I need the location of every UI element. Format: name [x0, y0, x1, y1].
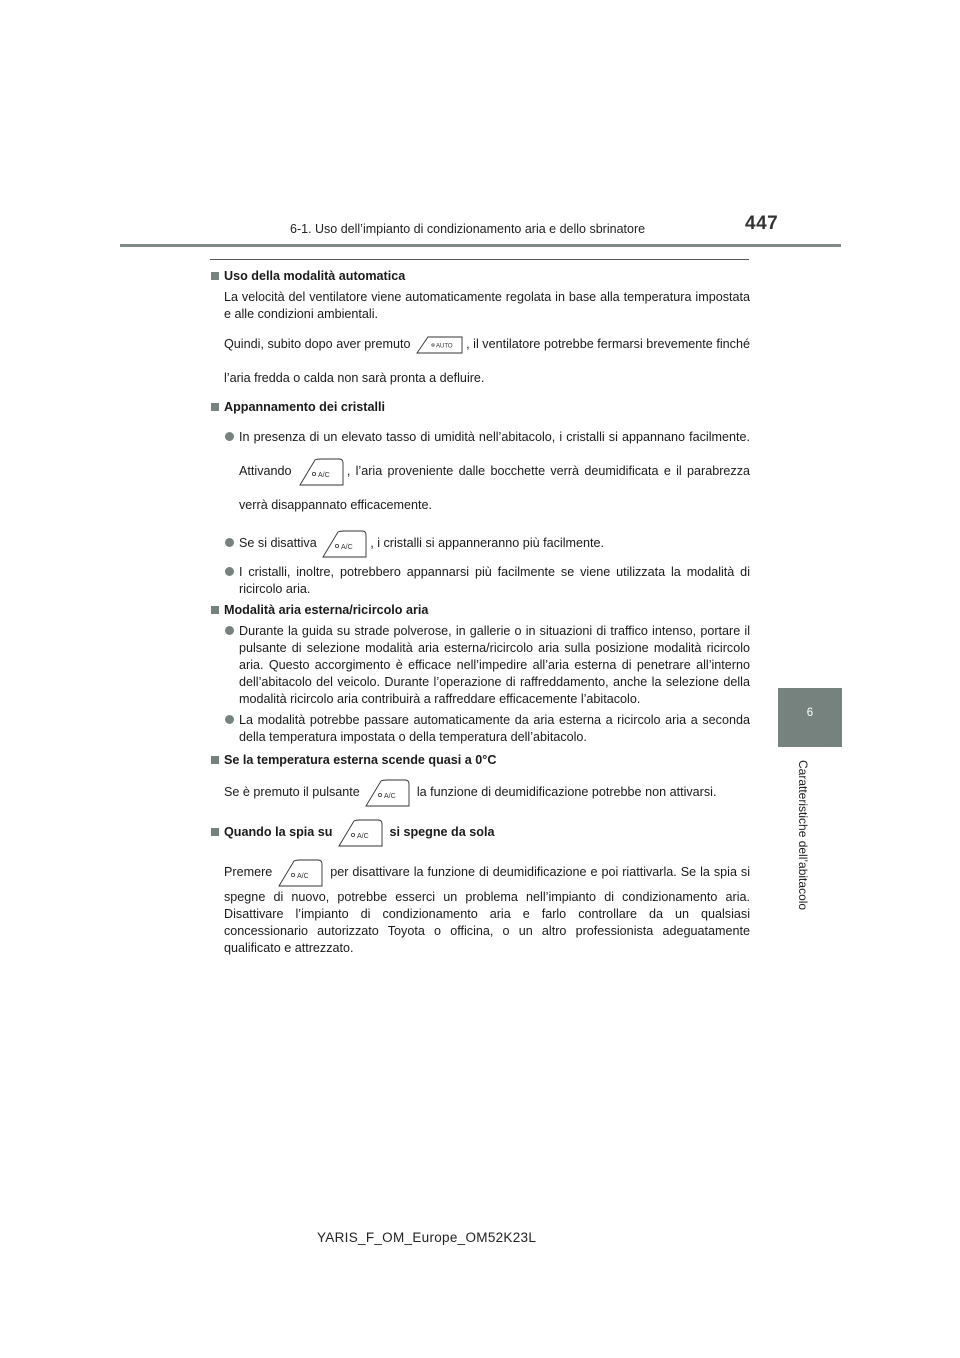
chapter-number: 6	[806, 707, 814, 719]
recirc-bullet-2	[210, 712, 750, 746]
recirc-bullet-1	[210, 623, 750, 708]
svg-text:AUTO: AUTO	[436, 343, 453, 350]
cold-paragraph	[210, 775, 750, 809]
recirc-bullet-1-text: Durante la guida su strade polverose, in gallerie o in situazioni di traffico intenso, portare il pulsante di selezione modalità aria esterna/ricircolo aria sulla posizione modalità ricircolo aria. Questo accorgimento è efficace nell’impedire all’aria esterna di penetrare all’interno dell’abitacolo del veicolo. Durante l’operazione di raffreddamento, anche la selezione della modalità ricircolo aria contribuirà a raffreddare efficacemente l’abitacolo.	[239, 624, 750, 706]
lamp-paragraph-start: Premere	[224, 865, 273, 879]
chapter-side-tab	[778, 688, 842, 747]
round-bullet-icon	[225, 538, 234, 547]
recirc-bullet-2-text: La modalità potrebbe passare automaticamente da aria esterna a ricircolo aria a seconda della temperatura impostata o della temperatura dell’abitacolo.	[239, 713, 750, 744]
svg-text:A/C: A/C	[356, 832, 369, 840]
fog-bullet-3-text: I cristalli, inoltre, potrebbero appannarsi più facilmente se viene utilizzata la modalità di ricircolo aria.	[239, 565, 750, 596]
footer-document-code: YARIS_F_OM_Europe_OM52K23L	[317, 1230, 537, 1245]
ac-button-icon	[299, 458, 345, 486]
svg-text:A/C: A/C	[341, 543, 353, 551]
square-bullet-icon	[211, 756, 219, 764]
cold-paragraph-start: Se è premuto il pulsante	[224, 785, 360, 799]
lamp-paragraph-end: per disattivare la funzione di deumidificazione e poi riattivarla. Se la spia si spegne di nuovo, potrebbe esserci un problema nell’impianto di condizionamento aria. Disattivare l’impianto di condizionamento aria e farlo controllare da un qualsiasi concessionario autorizzato Toyota o officina, o un altro professionista adeguatamente qualificato e attrezzato.	[224, 865, 751, 955]
fog-bullet-2	[210, 526, 750, 560]
section-heading-recirc-text: Modalità aria esterna/ricircolo aria	[224, 603, 429, 617]
svg-text:A/C: A/C	[384, 792, 396, 800]
fog-bullet-2-end: , i cristalli si appanneranno più facilmente.	[370, 536, 605, 550]
chapter-title-vertical: Caratteristiche dell’abitacolo	[796, 760, 810, 911]
ac-button-icon	[338, 819, 384, 847]
ac-button-icon	[278, 859, 324, 887]
section-heading-lamp	[210, 815, 750, 849]
section-heading-recirc	[210, 602, 750, 619]
ac-button-icon	[322, 530, 368, 558]
section-heading-lamp-end: si spegne da sola	[389, 825, 495, 839]
fog-bullet-2-start: Se si disattiva	[239, 536, 317, 550]
section-heading-lamp-start: Quando la spia su	[224, 825, 333, 839]
auto-paragraph-2-start: Quindi, subito dopo aver premuto	[224, 337, 411, 351]
header-rule	[120, 244, 841, 247]
square-bullet-icon	[211, 403, 219, 411]
round-bullet-icon	[225, 567, 234, 576]
page-number: 447	[745, 213, 779, 234]
fog-bullet-1	[210, 420, 750, 522]
auto-paragraph-1: La velocità del ventilatore viene automaticamente regolata in base alla temperatura impostata e alle condizioni ambientali.	[224, 290, 750, 321]
round-bullet-icon	[225, 715, 234, 724]
section-heading-cold-text: Se la temperatura esterna scende quasi a 0°C	[224, 753, 497, 767]
section-heading-fog	[210, 399, 750, 416]
auto-paragraph-2	[210, 327, 750, 395]
section-heading-auto	[210, 268, 750, 285]
auto-button-icon	[416, 336, 464, 354]
cold-paragraph-end: la funzione di deumidificazione potrebbe non attivarsi.	[416, 785, 717, 799]
section-heading-auto-text: Uso della modalità automatica	[224, 269, 406, 283]
round-bullet-icon	[225, 626, 234, 635]
lamp-paragraph	[210, 855, 750, 957]
auto-paragraph-2-end: , il ventilatore potrebbe fermarsi brevemente finché l’aria fredda o calda non sarà pronta a defluire.	[224, 337, 750, 385]
section-heading-cold	[210, 752, 750, 769]
section-heading-fog-text: Appannamento dei cristalli	[224, 400, 385, 414]
fog-bullet-3	[210, 564, 750, 598]
square-bullet-icon	[211, 272, 219, 280]
content-top-rule	[210, 259, 749, 260]
header-section-title: 6-1. Uso dell’impianto di condizionamento aria e dello sbrinatore	[290, 222, 646, 236]
page-content	[210, 264, 750, 961]
fog-bullet-1-end: , l’aria proveniente dalle bocchette verrà deumidificata e il parabrezza verrà disappannato efficacemente.	[239, 464, 751, 512]
svg-text:A/C: A/C	[317, 471, 330, 479]
ac-button-icon	[365, 779, 411, 807]
square-bullet-icon	[211, 828, 219, 836]
round-bullet-icon	[225, 432, 234, 441]
fog-bullet-1-start: In presenza di un elevato tasso di umidità nell’abitacolo, i cristalli si appannano facilmente. Attivando	[239, 430, 750, 478]
svg-text:A/C: A/C	[297, 872, 309, 880]
square-bullet-icon	[211, 606, 219, 614]
